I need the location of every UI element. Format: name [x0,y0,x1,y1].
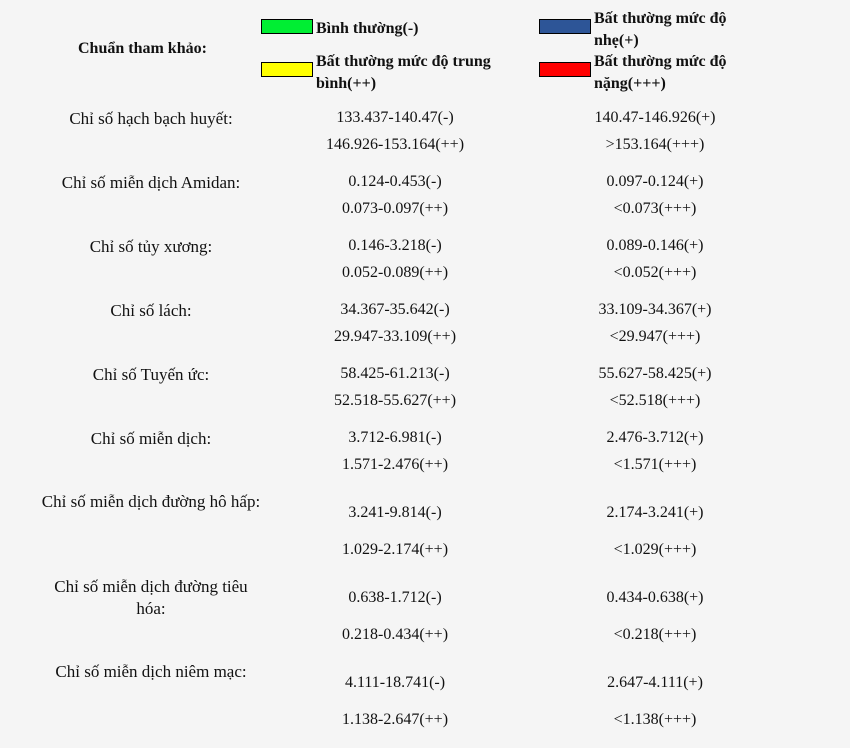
moderate-range: 29.947-33.109(++) [333,328,457,345]
mild-range: 33.109-34.367(+) [598,301,712,318]
moderate-range: 0.073-0.097(++) [341,200,449,217]
moderate-legend-label: Bất thường mức độ trung bình(++) [316,53,491,92]
mild-range: 140.47-146.926(+) [594,109,716,126]
mild-range: 2.647-4.111(+) [607,674,703,691]
severe-range: <0.052(+++) [613,264,697,281]
normal-range: 133.437-140.47(-) [336,109,454,126]
row-label: Chỉ số lách: [110,301,192,320]
row-label: Chỉ số miễn dịch đường hô hấp: [41,492,261,511]
severe-range: <1.138(+++) [613,711,697,728]
severe-range: <1.029(+++) [613,541,697,558]
moderate-swatch [261,62,313,77]
moderate-range: 146.926-153.164(++) [325,136,465,153]
severe-range: <29.947(+++) [609,328,701,345]
severe-range: <0.073(+++) [613,200,697,217]
moderate-range: 1.029-2.174(++) [341,541,449,558]
row-label: Chỉ số hạch bạch huyết: [69,109,233,128]
mild-range: 0.089-0.146(+) [606,237,704,254]
row-label: Chỉ số miễn dịch Amidan: [61,173,241,192]
moderate-range: 1.138-2.647(++) [341,711,449,728]
normal-range: 34.367-35.642(-) [340,301,450,318]
mild-swatch [539,19,591,34]
row-label: Chỉ số tủy xương: [89,237,213,256]
moderate-range: 0.052-0.089(++) [341,264,449,281]
reference-legend [0,0,850,100]
normal-range: 3.712-6.981(-) [348,429,442,446]
row-label: Chỉ số Tuyến ức: [92,365,210,384]
normal-swatch [261,19,313,34]
moderate-range: 52.518-55.627(++) [333,392,457,409]
normal-range: 0.124-0.453(-) [348,173,442,190]
normal-range: 58.425-61.213(-) [340,365,450,382]
severe-range: >153.164(+++) [605,136,705,153]
severe-swatch [539,62,591,77]
row-label: Chỉ số miễn dịch: [90,429,212,448]
mild-range: 55.627-58.425(+) [598,365,712,382]
normal-legend-label: Bình thường(-) [316,20,419,37]
mild-range: 0.434-0.638(+) [606,589,704,606]
mild-legend-label: Bất thường mức độ nhẹ(+) [594,10,727,49]
normal-range: 4.111-18.741(-) [344,674,446,691]
legend-title: Chuẩn tham khảo: [78,40,207,57]
normal-range: 0.146-3.218(-) [348,237,442,254]
row-label: Chỉ số miễn dịch niêm mạc: [55,662,247,681]
moderate-range: 1.571-2.476(++) [341,456,449,473]
row-label: Chỉ số miễn dịch đường tiêu hóa: [54,577,248,618]
severe-range: <0.218(+++) [613,626,697,643]
normal-range: 0.638-1.712(-) [348,589,442,606]
severe-legend-label: Bất thường mức độ nặng(+++) [594,53,727,92]
moderate-range: 0.218-0.434(++) [341,626,449,643]
severe-range: <1.571(+++) [613,456,697,473]
severe-range: <52.518(+++) [609,392,701,409]
mild-range: 0.097-0.124(+) [606,173,704,190]
mild-range: 2.476-3.712(+) [606,429,704,446]
mild-range: 2.174-3.241(+) [606,504,704,521]
normal-range: 3.241-9.814(-) [348,504,442,521]
